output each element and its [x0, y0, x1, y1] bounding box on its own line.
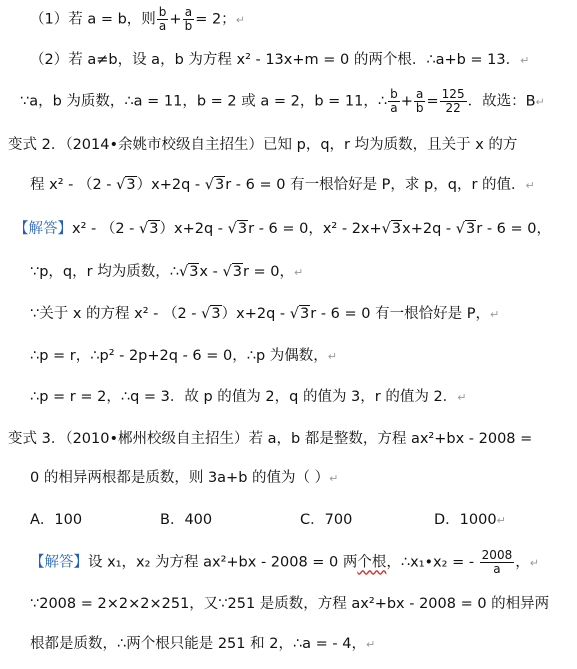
sqrt: √3 — [455, 221, 476, 237]
fraction: $\frac{b}{a}$ — [158, 5, 167, 33]
option-c: C．700 — [300, 512, 353, 528]
variant3-title: 变式 3．（2010•郴州校级自主招生）若 a，b 都是整数，方程 ax²+bx - 2008 = — [8, 431, 533, 447]
paragraph-mark: ↵ — [520, 54, 530, 67]
paragraph-mark: ↵ — [529, 556, 539, 570]
sqrt: √3 — [381, 221, 402, 237]
option-b: B．400 — [160, 512, 213, 528]
case2-line: （2）若 a≠b，设 a，b 为方程 x² - 13x+m = 0 的两个根．∴a+b = 13．↵ — [30, 52, 530, 68]
sqrt: √3 — [139, 221, 159, 237]
sqrt: √3 — [222, 264, 242, 280]
sqrt: √3 — [227, 221, 248, 237]
solution2-line3: ∵关于 x 的方程 x² - （2 - √3）x+2q - √3r - 6 = 0 有一根恰好是 P，↵ — [30, 306, 500, 322]
solution3-line3: 根都是质数，∴两个根只能是 251 和 2，∴a = - 4，↵ — [30, 636, 376, 652]
sqrt: √3 — [204, 177, 225, 193]
option-a: A．100 — [30, 512, 83, 528]
sqrt: √3 — [116, 177, 136, 193]
paragraph-mark: ↵ — [496, 514, 506, 527]
paragraph-mark: ↵ — [366, 638, 376, 651]
fraction: $\frac{a}{b}$ — [184, 5, 193, 33]
paragraph-mark: ↵ — [489, 308, 500, 321]
paragraph-mark: ↵ — [327, 350, 337, 363]
paragraph-mark: ↵ — [457, 391, 467, 404]
case3-line: ∵a，b 为质数，∴a = 11，b = 2 或 a = 2，b = 11，∴ $\frac{b}{a}$ + $\frac{a}{b}$ = $\frac{125}{22}$ ．故选：B↵ — [20, 87, 545, 115]
paragraph-mark: ↵ — [525, 179, 535, 192]
solution2-line4: ∴p = r，∴p² - 2p+2q - 6 = 0，∴p 为偶数，↵ — [30, 348, 337, 364]
sqrt: √3 — [178, 264, 199, 280]
sqrt: √3 — [201, 306, 221, 322]
solution2-line1: 【解答】x² - （2 - √3）x+2q - √3r - 6 = 0，x² - 2x+√3x+2q - √3r - 6 = 0， — [14, 221, 551, 237]
answer-tag: 【解答】 — [14, 221, 72, 237]
fraction: $\frac{125}{22}$ — [441, 87, 465, 115]
paragraph-mark: ↵ — [535, 95, 545, 109]
option-d: D．1000↵ — [434, 512, 506, 528]
solution2-line2: ∵p，q，r 均为质数，∴√3x - √3r = 0，↵ — [30, 264, 304, 280]
solution3-line1: 【解答】设 x₁，x₂ 为方程 ax²+bx - 2008 = 0 两个根，∴x₁•x₂ = - $\frac{2008}{a}$ ，↵ — [30, 548, 539, 576]
variant2-equation: 程 x² - （2 - √3）x+2q - √3r - 6 = 0 有一根恰好是 P，求 p，q，r 的值．↵ — [30, 177, 535, 193]
fraction: $\frac{a}{b}$ — [415, 87, 424, 115]
answer-tag: 【解答】 — [30, 554, 88, 571]
fraction: $\frac{b}{a}$ — [390, 87, 398, 115]
variant3-question: 0 的相异两根都是质数，则 3a+b 的值为（ ）↵ — [30, 470, 339, 486]
fraction: $\frac{2008}{a}$ — [481, 548, 513, 576]
variant2-title: 变式 2．（2014•余姚市校级自主招生）已知 p，q，r 均为质数，且关于 x 的方 — [8, 137, 518, 153]
case1-line: （1）若 a = b，则 $\frac{b}{a}$ + $\frac{a}{b}$ = 2；↵ — [30, 5, 245, 33]
paragraph-mark: ↵ — [329, 472, 339, 485]
paragraph-mark: ↵ — [294, 266, 304, 279]
paragraph-mark: ↵ — [235, 13, 245, 27]
solution2-line5: ∴p = r = 2，∴q = 3．故 p 的值为 2，q 的值为 3，r 的值为 2．↵ — [30, 389, 467, 405]
solution3-line2: ∵2008 = 2×2×2×251，又∵251 是质数，方程 ax²+bx - 2008 = 0 的相异两 — [30, 596, 550, 612]
sqrt: √3 — [289, 306, 310, 322]
